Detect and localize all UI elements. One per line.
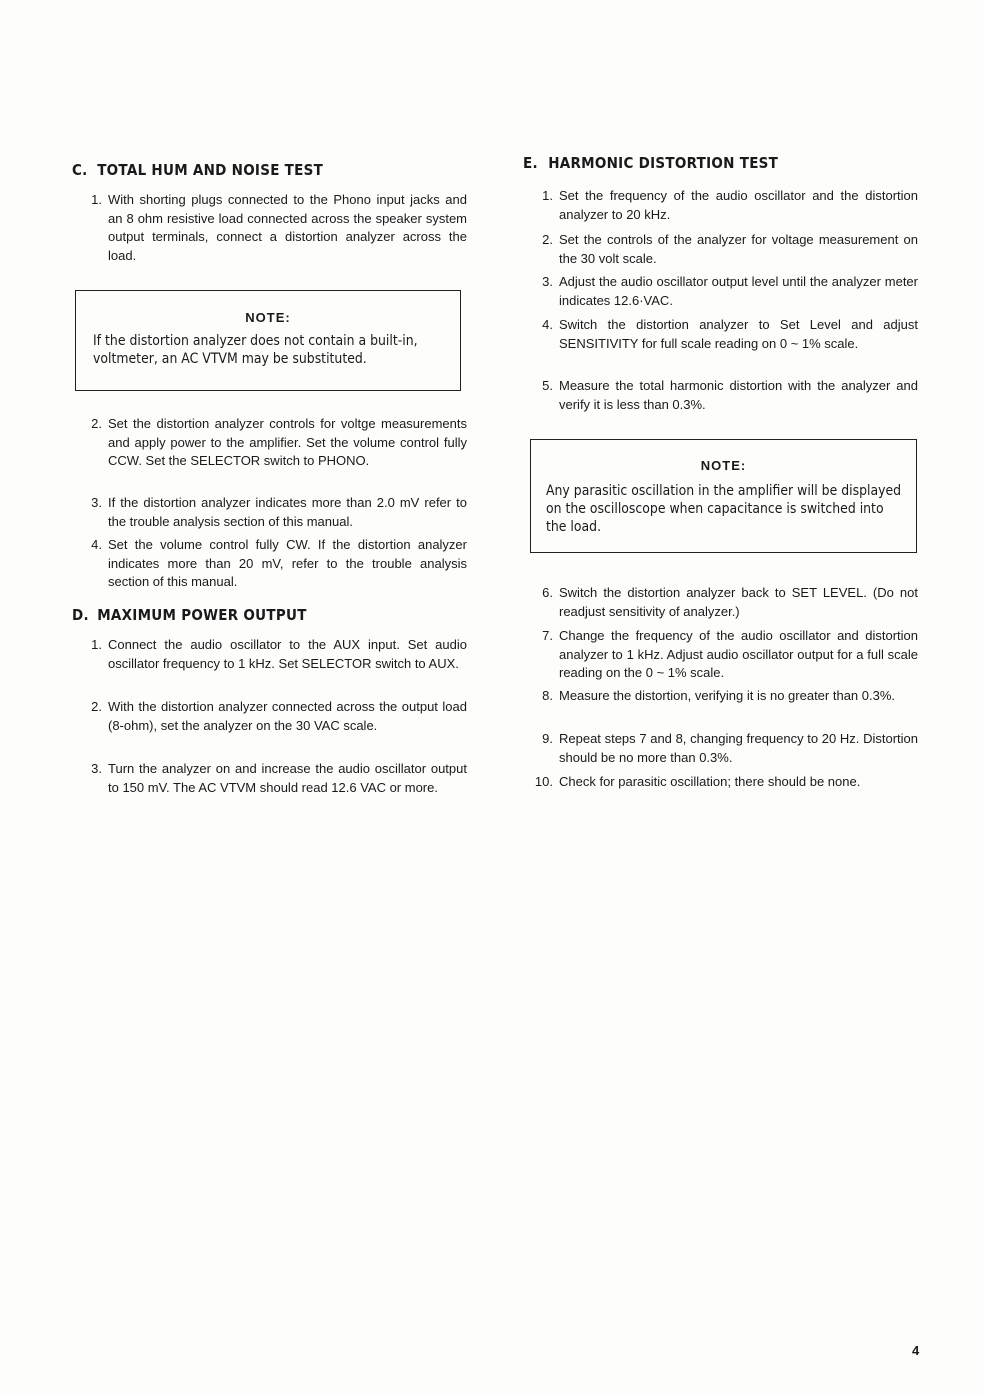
section-d-title: MAXIMUM POWER OUTPUT <box>97 606 307 624</box>
item-number: 10. <box>534 774 553 789</box>
item-text: Measure the distortion, verifying it is no greater than 0.3%. <box>559 688 896 703</box>
item-number: 7. <box>542 628 553 643</box>
list-item <box>72 536 467 592</box>
list-item <box>72 636 467 692</box>
section-d-heading <box>72 606 307 624</box>
item-number: 2. <box>542 232 553 247</box>
item-text: Adjust the audio oscillator output level until the analyzer meter indicates 12.6·VAC. <box>559 274 918 308</box>
item-number: 1. <box>542 188 553 203</box>
list-item <box>523 231 918 269</box>
item-number: 1. <box>91 192 102 207</box>
list-item <box>523 273 918 311</box>
item-number: 9. <box>542 731 553 746</box>
list-item <box>72 191 467 266</box>
list-item <box>523 187 918 225</box>
note-text: If the distortion analyzer does not contain a built-in, voltmeter, an AC VTVM may be substituted. <box>93 333 418 367</box>
section-c-title: TOTAL HUM AND NOISE TEST <box>97 161 324 179</box>
item-number: 2. <box>91 416 102 431</box>
list-item <box>523 584 918 622</box>
section-e-letter: E. <box>523 154 538 172</box>
item-text: Switch the distortion analyzer back to SET LEVEL. (Do not readjust sensitivity of analyzer.) <box>559 585 918 619</box>
section-e-heading <box>523 154 778 172</box>
list-item <box>72 494 467 532</box>
item-text: Set the frequency of the audio oscillator and the distortion analyzer to 20 kHz. <box>559 188 918 222</box>
note-box-c <box>75 290 461 391</box>
item-number: 3. <box>542 274 553 289</box>
section-c-heading <box>72 161 323 179</box>
item-text: Repeat steps 7 and 8, changing frequency to 20 Hz. Distortion should be no more than 0.3%. <box>559 731 918 765</box>
item-number: 6. <box>542 585 553 600</box>
item-text: Set the distortion analyzer controls for voltge measurements and apply power to the amplifier. Set the volume control fully CCW. Set the SELECTOR switch to PHONO. <box>108 416 467 468</box>
item-number: 4. <box>542 317 553 332</box>
section-c-letter: C. <box>72 161 88 179</box>
item-text: Measure the total harmonic distortion with the analyzer and verify it is less than 0.3%. <box>559 378 918 412</box>
page-number: 4 <box>912 1343 920 1358</box>
list-item <box>523 627 918 683</box>
item-number: 8. <box>542 688 553 703</box>
item-text: With shorting plugs connected to the Phono input jacks and an 8 ohm resistive load connected across the speaker system output terminals, connect a distortion analyzer across the load. <box>108 192 467 263</box>
note-text: Any parasitic oscillation in the amplifier will be displayed on the oscilloscope when capacitance is switched into the load. <box>546 483 902 535</box>
item-text: Connect the audio oscillator to the AUX input. Set audio oscillator frequency to 1 kHz. Set SELECTOR switch to AUX. <box>108 637 467 671</box>
note-box-e <box>530 439 917 553</box>
item-number: 3. <box>91 761 102 776</box>
item-number: 1. <box>91 637 102 652</box>
section-e-title: HARMONIC DISTORTION TEST <box>548 154 779 172</box>
list-item <box>523 687 918 725</box>
item-text: Set the volume control fully CW. If the distortion analyzer indicates more than 20 mV, refer to the trouble analysis section of this manual. <box>108 537 467 589</box>
list-item <box>72 415 467 490</box>
list-item <box>523 377 918 415</box>
item-number: 4. <box>91 537 102 552</box>
list-item <box>72 760 467 816</box>
item-text: Set the controls of the analyzer for voltage measurement on the 30 volt scale. <box>559 232 918 266</box>
list-item <box>523 730 918 768</box>
list-item <box>72 698 467 754</box>
item-number: 5. <box>542 378 553 393</box>
list-item <box>523 773 918 793</box>
section-d-letter: D. <box>72 606 89 624</box>
item-text: If the distortion analyzer indicates more than 2.0 mV refer to the trouble analysis section of this manual. <box>108 495 467 529</box>
note-title: NOTE: <box>245 310 291 325</box>
list-item <box>523 316 918 372</box>
item-text: Change the frequency of the audio oscillator and distortion analyzer to 1 kHz. Adjust audio oscillator output for a full scale reading on the 0 ~ 1% scale. <box>559 628 918 680</box>
item-text: Turn the analyzer on and increase the audio oscillator output to 150 mV. The AC VTVM should read 12.6 VAC or more. <box>108 761 467 795</box>
item-number: 3. <box>91 495 102 510</box>
item-text: Check for parasitic oscillation; there should be none. <box>559 774 861 789</box>
note-title: NOTE: <box>700 458 747 473</box>
item-text: With the distortion analyzer connected across the output load (8-ohm), set the analyzer on the 30 VAC scale. <box>108 699 467 733</box>
item-number: 2. <box>91 699 102 714</box>
item-text: Switch the distortion analyzer to Set Level and adjust SENSITIVITY for full scale reading on 0 ~ 1% scale. <box>559 317 918 351</box>
